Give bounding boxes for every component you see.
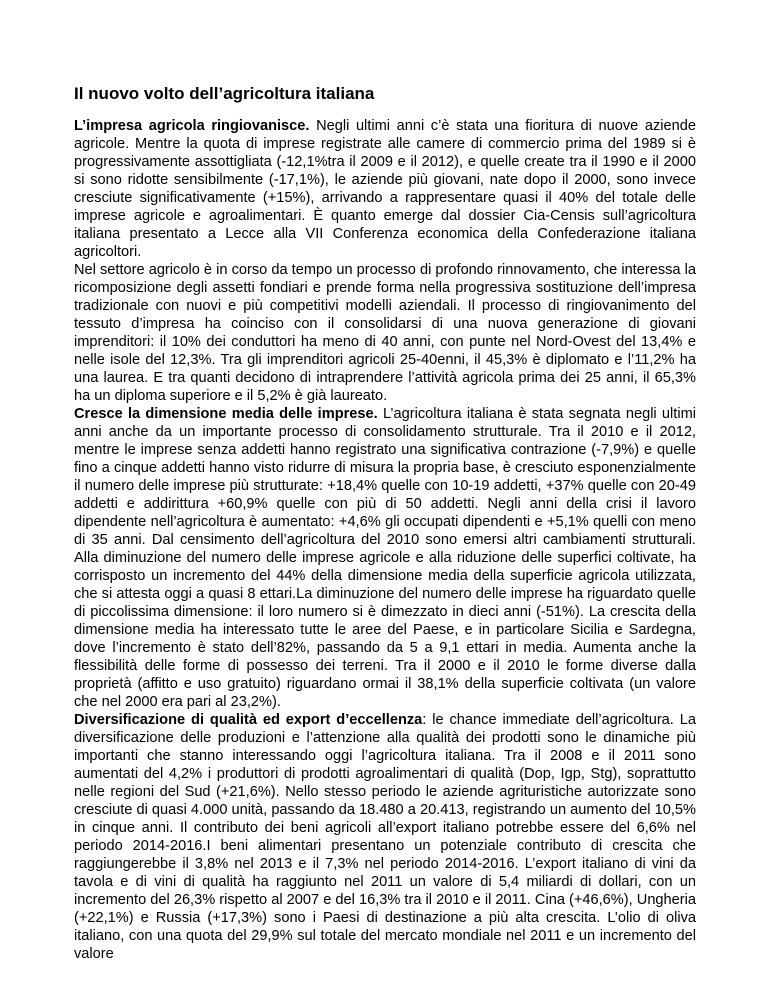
paragraph-text: Nel settore agricolo è in corso da tempo un processo di profondo rinnovamento, che interessa la ricomposizione degli assetti fondiari e prende forma nella progressiva sostituzione dell’impresa tradizionale con nuovi e più competitivi modelli aziendali. Il processo di ringiovanimento del tessuto d’impresa ha coinciso con il consolidarsi di una nuova generazione di giovani imprenditori: il 10% dei conduttori ha meno di 40 anni, con punte nel Nord-Ovest del 13,4% e nelle isole del 12,3%. Tra gli imprenditori agricoli 25-40enni, il 45,3% è diplomato e l’11,2% ha una laurea. E tra quanti decidono di intraprendere l’attività agricola prima dei 25 anni, il 65,3% ha un diploma superiore e il 5,2% è già laureato.: [74, 262, 696, 404]
page-title: Il nuovo volto dell’agricoltura italiana: [74, 84, 375, 103]
paragraph-text: L’agricoltura italiana è stata segnata negli ultimi anni anche da un importante processo di consolidamento strutturale. Tra il 2010 e il 2012, mentre le imprese senza addetti hanno registrato una significativa contrazione (-7,9%) e quelle fino a cinque addetti hanno visto ridurre di misura la propria base, è cresciuto esponenzialmente il numero delle imprese più strutturate: +18,4% quelle con 10-19 addetti, +37% quelle con 20-49 addetti e addirittura +60,9% quelle con più di 50 addetti. Negli anni della crisi il lavoro dipendente nell’agricoltura è aumentato: +4,6% gli occupati dipendenti e +5,1% quelli con meno di 35 anni. Dal censimento dell’agricoltura del 2010 sono emersi altri cambiamenti strutturali. Alla diminuzione del numero delle imprese agricole e alla riduzione delle superfici coltivate, ha corrisposto un incremento del 44% della dimensione media della superficie agricola utilizzata, che si attesta oggi a quasi 8 ettari.La diminuzione del numero delle imprese ha riguardato quelle di piccolissima dimensione: il loro numero si è dimezzato in dieci anni (-51%). La crescita della dimensione media ha interessato tutte le aree del Paese, e in particolare Sicilia e Sardegna, dove l’incremento è stato dell’82%, passando da 5 a 9,1 ettari in media. Aumenta anche la flessibilità delle forme di possesso dei terreni. Tra il 2000 e il 2010 le forme diverse dalla proprietà (affitto e uso gratuito) riguardano ormai il 38,1% della superficie coltivata (un valore che nel 2000 era pari al 23,2%).: [74, 406, 696, 710]
paragraph-lead: Cresce la dimensione media delle imprese.: [74, 406, 378, 422]
paragraph-text: Negli ultimi anni c’è stata una fioritura di nuove aziende agricole. Mentre la quota di imprese registrate alle camere di commercio prima del 1989 si è progressivamente assottigliata (-12,1%tra il 2009 e il 2012), e quelle create tra il 1990 e il 2000 si sono ridotte sensibilmente (-17,1%), le aziende più giovani, nate dopo il 2000, sono invece cresciute significativamente (+15%), arrivando a rappresentare quasi il 40% del totale delle imprese agricole e agroalimentari. È quanto emerge dal dossier Cia-Censis sull’agricoltura italiana presentato a Lecce alla VII Conferenza economica della Confederazione italiana agricoltori.: [74, 118, 696, 260]
paragraph-quality-export: [74, 711, 696, 963]
paragraph-renewal: [74, 261, 696, 405]
paragraph-lead: Diversificazione di qualità ed export d’eccellenza: [74, 712, 423, 728]
paragraph-text: : le chance immediate dell’agricoltura. La diversificazione delle produzioni e l’attenzione alla qualità dei prodotti sono le dinamiche più importanti che stanno interessando oggi l’agricoltura italiana. Tra il 2008 e il 2011 sono aumentati del 4,2% i produttori di prodotti agroalimentari di qualità (Dop, Igp, Stg), soprattutto nelle regioni del Sud (+21,6%). Nello stesso periodo le aziende agrituristiche autorizzate sono cresciute di quasi 4.000 unità, passando da 18.480 a 20.413, registrando un aumento del 10,5% in cinque anni. Il contributo dei beni agricoli all’export italiano potrebbe essere del 6,6% nel periodo 2014-2016.I beni alimentari presentano un potenziale contributo di crescita che raggiungerebbe il 3,8% nel 2013 e il 7,3% nel periodo 2014-2016. L’export italiano di vini da tavola e di vini di qualità ha raggiunto nel 2011 un valore di 5,4 miliardi di dollari, con un incremento del 26,3% rispetto al 2007 e del 16,3% tra il 2010 e il 2011. Cina (+46,6%), Ungheria (+22,1%) e Russia (+17,3%) sono i Paesi di destinazione a più alta crescita. L’olio di oliva italiano, con una quota del 29,9% sul totale del mercato mondiale nel 2011 e un incremento del valore: [74, 712, 696, 962]
document-body: [74, 117, 696, 963]
paragraph-lead: L’impresa agricola ringiovanisce.: [74, 118, 310, 134]
paragraph-young-enterprises: [74, 117, 696, 261]
paragraph-enterprise-size: [74, 405, 696, 711]
